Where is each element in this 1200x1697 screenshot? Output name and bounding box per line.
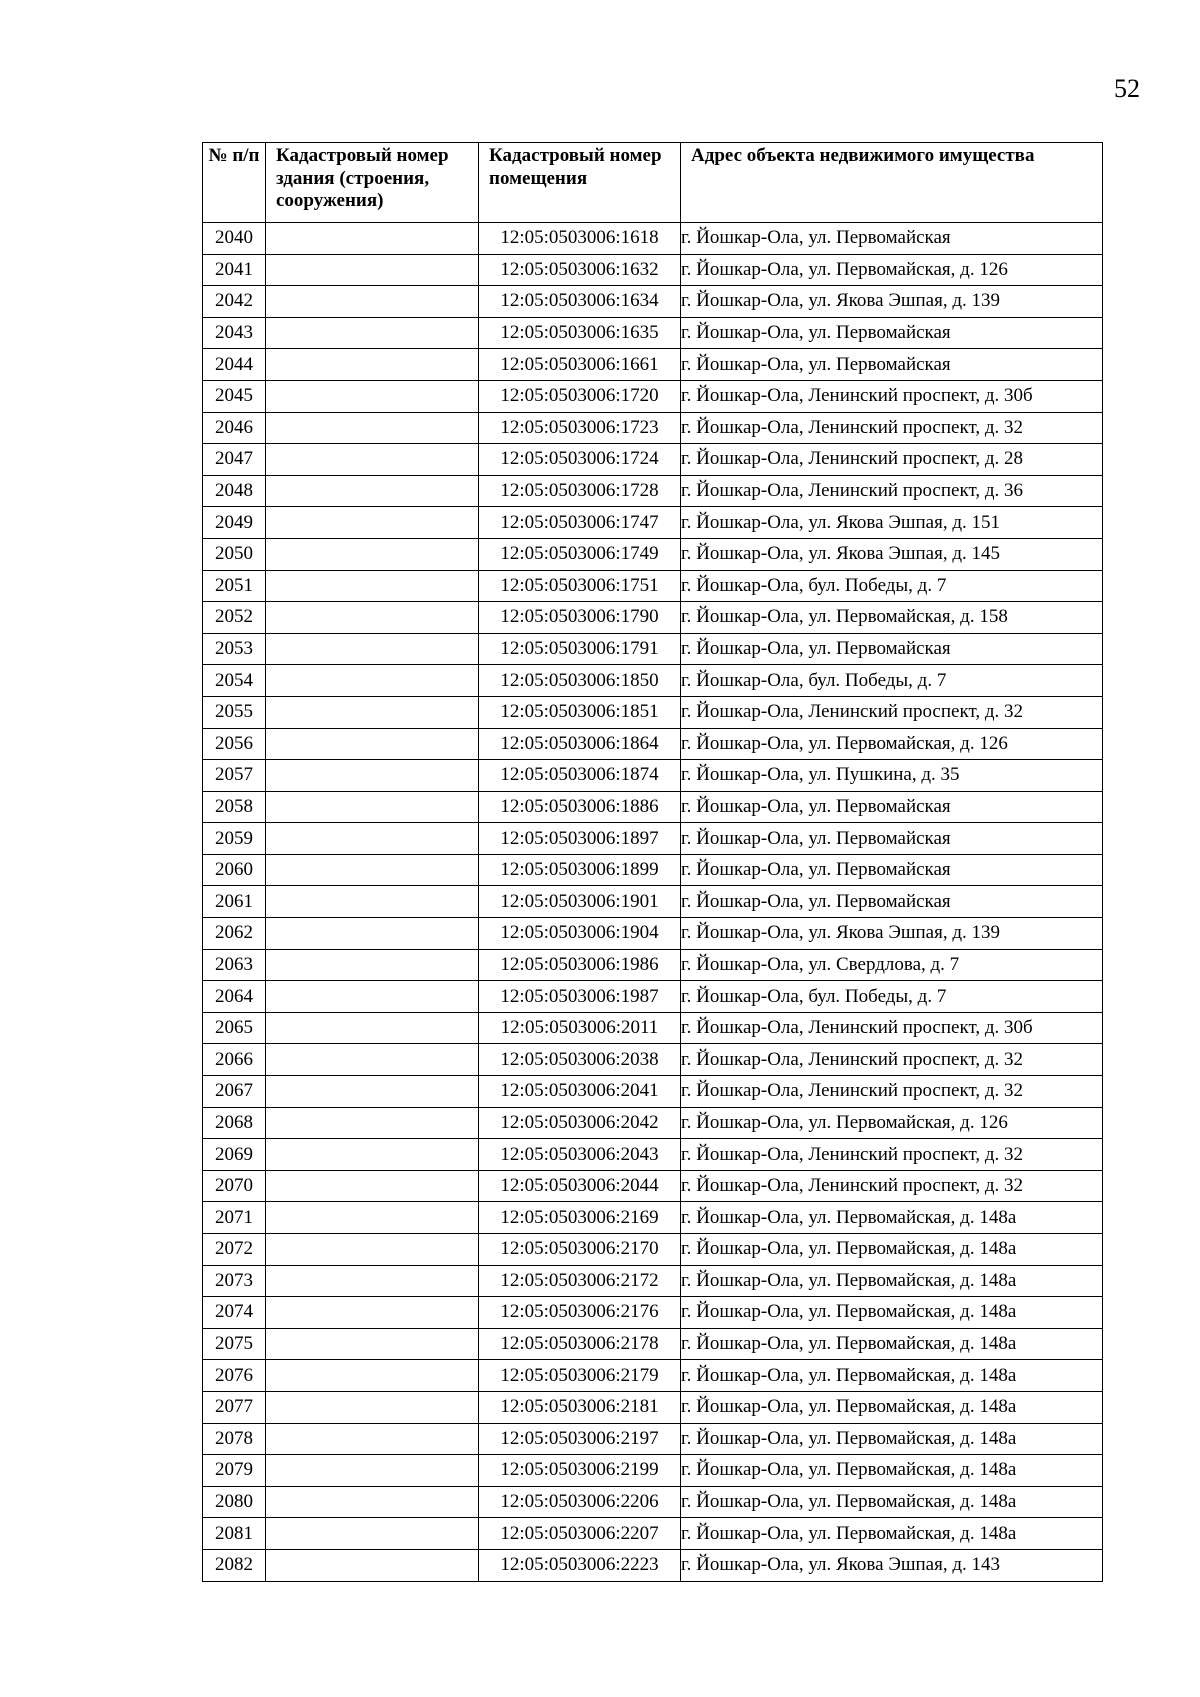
building-cadastral-number (266, 791, 479, 823)
row-number: 2055 (203, 696, 266, 728)
room-cadastral-number: 12:05:0503006:2011 (479, 1012, 681, 1044)
room-cadastral-number: 12:05:0503006:2181 (479, 1391, 681, 1423)
building-cadastral-number (266, 854, 479, 886)
building-cadastral-number (266, 1170, 479, 1202)
property-address: г. Йошкар-Ола, ул. Первомайская, д. 148а (681, 1391, 1103, 1423)
property-address: г. Йошкар-Ола, Ленинский проспект, д. 32 (681, 1170, 1103, 1202)
property-address: г. Йошкар-Ола, бул. Победы, д. 7 (681, 665, 1103, 697)
room-cadastral-number: 12:05:0503006:2176 (479, 1297, 681, 1329)
row-number: 2043 (203, 317, 266, 349)
table-row (203, 918, 1103, 950)
property-address: г. Йошкар-Ола, ул. Первомайская, д. 148а (681, 1423, 1103, 1455)
room-cadastral-number: 12:05:0503006:1661 (479, 349, 681, 381)
row-number: 2045 (203, 380, 266, 412)
property-address: г. Йошкар-Ола, ул. Первомайская, д. 148а (681, 1297, 1103, 1329)
building-cadastral-number (266, 633, 479, 665)
building-cadastral-number (266, 1202, 479, 1234)
property-registry-table (202, 142, 1103, 1582)
building-cadastral-number (266, 507, 479, 539)
table-row (203, 1170, 1103, 1202)
table-row (203, 1360, 1103, 1392)
room-cadastral-number: 12:05:0503006:1897 (479, 823, 681, 855)
room-cadastral-number: 12:05:0503006:1728 (479, 475, 681, 507)
property-address: г. Йошкар-Ола, ул. Первомайская, д. 148а (681, 1360, 1103, 1392)
room-cadastral-number: 12:05:0503006:2042 (479, 1107, 681, 1139)
room-cadastral-number: 12:05:0503006:2172 (479, 1265, 681, 1297)
building-cadastral-number (266, 1549, 479, 1581)
room-cadastral-number: 12:05:0503006:1618 (479, 223, 681, 255)
table-row (203, 949, 1103, 981)
room-cadastral-number: 12:05:0503006:2223 (479, 1549, 681, 1581)
property-address: г. Йошкар-Ола, ул. Первомайская, д. 158 (681, 602, 1103, 634)
room-cadastral-number: 12:05:0503006:1747 (479, 507, 681, 539)
property-address: г. Йошкар-Ола, ул. Первомайская, д. 126 (681, 254, 1103, 286)
room-cadastral-number: 12:05:0503006:1632 (479, 254, 681, 286)
building-cadastral-number (266, 223, 479, 255)
table-row (203, 1202, 1103, 1234)
building-cadastral-number (266, 1107, 479, 1139)
row-number: 2078 (203, 1423, 266, 1455)
building-cadastral-number (266, 538, 479, 570)
row-number: 2071 (203, 1202, 266, 1234)
room-cadastral-number: 12:05:0503006:1864 (479, 728, 681, 760)
property-address: г. Йошкар-Ола, ул. Первомайская, д. 148а (681, 1518, 1103, 1550)
row-number: 2070 (203, 1170, 266, 1202)
table-row (203, 1234, 1103, 1266)
row-number: 2077 (203, 1391, 266, 1423)
table-row (203, 728, 1103, 760)
building-cadastral-number (266, 254, 479, 286)
building-cadastral-number (266, 949, 479, 981)
row-number: 2053 (203, 633, 266, 665)
row-number: 2073 (203, 1265, 266, 1297)
room-cadastral-number: 12:05:0503006:1749 (479, 538, 681, 570)
property-address: г. Йошкар-Ола, ул. Первомайская (681, 823, 1103, 855)
property-address: г. Йошкар-Ола, Ленинский проспект, д. 30б (681, 1012, 1103, 1044)
row-number: 2060 (203, 854, 266, 886)
table-row (203, 1391, 1103, 1423)
building-cadastral-number (266, 728, 479, 760)
room-cadastral-number: 12:05:0503006:1901 (479, 886, 681, 918)
property-address: г. Йошкар-Ола, ул. Первомайская, д. 148а (681, 1234, 1103, 1266)
row-number: 2074 (203, 1297, 266, 1329)
room-cadastral-number: 12:05:0503006:1634 (479, 286, 681, 318)
table-row (203, 223, 1103, 255)
building-cadastral-number (266, 1265, 479, 1297)
row-number: 2064 (203, 981, 266, 1013)
building-cadastral-number (266, 886, 479, 918)
building-cadastral-number (266, 823, 479, 855)
building-cadastral-number (266, 1518, 479, 1550)
building-cadastral-number (266, 1360, 479, 1392)
building-cadastral-number (266, 1012, 479, 1044)
building-cadastral-number (266, 1139, 479, 1171)
room-cadastral-number: 12:05:0503006:2043 (479, 1139, 681, 1171)
table-row (203, 254, 1103, 286)
table-row (203, 349, 1103, 381)
room-cadastral-number: 12:05:0503006:1635 (479, 317, 681, 349)
room-cadastral-number: 12:05:0503006:1791 (479, 633, 681, 665)
property-address: г. Йошкар-Ола, ул. Первомайская, д. 148а (681, 1328, 1103, 1360)
property-address: г. Йошкар-Ола, ул. Якова Эшпая, д. 143 (681, 1549, 1103, 1581)
property-address: г. Йошкар-Ола, ул. Первомайская, д. 148а (681, 1486, 1103, 1518)
room-cadastral-number: 12:05:0503006:1987 (479, 981, 681, 1013)
header-address: Адрес объекта недвижимого имущества (681, 143, 1103, 223)
building-cadastral-number (266, 1423, 479, 1455)
property-address: г. Йошкар-Ола, Ленинский проспект, д. 32 (681, 1044, 1103, 1076)
property-address: г. Йошкар-Ола, ул. Первомайская, д. 126 (681, 1107, 1103, 1139)
room-cadastral-number: 12:05:0503006:1790 (479, 602, 681, 634)
table-row (203, 1265, 1103, 1297)
table-row (203, 696, 1103, 728)
building-cadastral-number (266, 1455, 479, 1487)
property-address: г. Йошкар-Ола, Ленинский проспект, д. 32 (681, 1139, 1103, 1171)
room-cadastral-number: 12:05:0503006:2179 (479, 1360, 681, 1392)
room-cadastral-number: 12:05:0503006:1751 (479, 570, 681, 602)
room-cadastral-number: 12:05:0503006:2206 (479, 1486, 681, 1518)
building-cadastral-number (266, 349, 479, 381)
property-address: г. Йошкар-Ола, ул. Пушкина, д. 35 (681, 760, 1103, 792)
table-row (203, 286, 1103, 318)
row-number: 2075 (203, 1328, 266, 1360)
property-address: г. Йошкар-Ола, ул. Якова Эшпая, д. 139 (681, 286, 1103, 318)
row-number: 2052 (203, 602, 266, 634)
table-row (203, 791, 1103, 823)
row-number: 2062 (203, 918, 266, 950)
property-address: г. Йошкар-Ола, ул. Первомайская, д. 126 (681, 728, 1103, 760)
room-cadastral-number: 12:05:0503006:2170 (479, 1234, 681, 1266)
table-row (203, 538, 1103, 570)
building-cadastral-number (266, 602, 479, 634)
property-address: г. Йошкар-Ола, ул. Первомайская, д. 148а (681, 1265, 1103, 1297)
building-cadastral-number (266, 1391, 479, 1423)
room-cadastral-number: 12:05:0503006:2038 (479, 1044, 681, 1076)
header-number: № п/п (203, 143, 266, 223)
property-address: г. Йошкар-Ола, ул. Первомайская, д. 148а (681, 1455, 1103, 1487)
building-cadastral-number (266, 317, 479, 349)
building-cadastral-number (266, 1297, 479, 1329)
row-number: 2080 (203, 1486, 266, 1518)
building-cadastral-number (266, 1234, 479, 1266)
table-row (203, 1297, 1103, 1329)
building-cadastral-number (266, 570, 479, 602)
room-cadastral-number: 12:05:0503006:2197 (479, 1423, 681, 1455)
property-address: г. Йошкар-Ола, ул. Якова Эшпая, д. 139 (681, 918, 1103, 950)
row-number: 2059 (203, 823, 266, 855)
room-cadastral-number: 12:05:0503006:2169 (479, 1202, 681, 1234)
row-number: 2056 (203, 728, 266, 760)
row-number: 2072 (203, 1234, 266, 1266)
table-row (203, 602, 1103, 634)
table-row (203, 507, 1103, 539)
property-address: г. Йошкар-Ола, ул. Свердлова, д. 7 (681, 949, 1103, 981)
row-number: 2050 (203, 538, 266, 570)
table-header-row (203, 143, 1103, 223)
property-address: г. Йошкар-Ола, ул. Первомайская (681, 223, 1103, 255)
row-number: 2063 (203, 949, 266, 981)
table-row (203, 886, 1103, 918)
row-number: 2057 (203, 760, 266, 792)
row-number: 2069 (203, 1139, 266, 1171)
row-number: 2068 (203, 1107, 266, 1139)
property-address: г. Йошкар-Ола, Ленинский проспект, д. 32 (681, 412, 1103, 444)
table-row (203, 1139, 1103, 1171)
row-number: 2079 (203, 1455, 266, 1487)
table-row (203, 665, 1103, 697)
room-cadastral-number: 12:05:0503006:1904 (479, 918, 681, 950)
table-row (203, 1486, 1103, 1518)
room-cadastral-number: 12:05:0503006:2199 (479, 1455, 681, 1487)
table-row (203, 1549, 1103, 1581)
row-number: 2048 (203, 475, 266, 507)
table-row (203, 633, 1103, 665)
property-address: г. Йошкар-Ола, ул. Первомайская (681, 886, 1103, 918)
table-row (203, 854, 1103, 886)
building-cadastral-number (266, 444, 479, 476)
building-cadastral-number (266, 760, 479, 792)
row-number: 2047 (203, 444, 266, 476)
table-row (203, 981, 1103, 1013)
property-address: г. Йошкар-Ола, ул. Первомайская, д. 148а (681, 1202, 1103, 1234)
building-cadastral-number (266, 1044, 479, 1076)
room-cadastral-number: 12:05:0503006:2041 (479, 1076, 681, 1108)
property-address: г. Йошкар-Ола, ул. Якова Эшпая, д. 145 (681, 538, 1103, 570)
table-row (203, 823, 1103, 855)
header-room-cadastral-number: Кадастровый номер помещения (479, 143, 681, 223)
room-cadastral-number: 12:05:0503006:2207 (479, 1518, 681, 1550)
row-number: 2076 (203, 1360, 266, 1392)
building-cadastral-number (266, 412, 479, 444)
room-cadastral-number: 12:05:0503006:1851 (479, 696, 681, 728)
table-row (203, 1044, 1103, 1076)
row-number: 2081 (203, 1518, 266, 1550)
table-row (203, 1518, 1103, 1550)
building-cadastral-number (266, 665, 479, 697)
page-number: 52 (1114, 74, 1140, 103)
room-cadastral-number: 12:05:0503006:1986 (479, 949, 681, 981)
table-row (203, 380, 1103, 412)
row-number: 2082 (203, 1549, 266, 1581)
table-row (203, 570, 1103, 602)
property-address: г. Йошкар-Ола, Ленинский проспект, д. 28 (681, 444, 1103, 476)
room-cadastral-number: 12:05:0503006:1886 (479, 791, 681, 823)
room-cadastral-number: 12:05:0503006:1899 (479, 854, 681, 886)
building-cadastral-number (266, 918, 479, 950)
table-row (203, 1423, 1103, 1455)
property-address: г. Йошкар-Ола, ул. Первомайская (681, 633, 1103, 665)
row-number: 2049 (203, 507, 266, 539)
building-cadastral-number (266, 1328, 479, 1360)
building-cadastral-number (266, 696, 479, 728)
room-cadastral-number: 12:05:0503006:1850 (479, 665, 681, 697)
room-cadastral-number: 12:05:0503006:1723 (479, 412, 681, 444)
row-number: 2046 (203, 412, 266, 444)
table-row (203, 1076, 1103, 1108)
building-cadastral-number (266, 286, 479, 318)
property-address: г. Йошкар-Ола, ул. Первомайская (681, 854, 1103, 886)
row-number: 2065 (203, 1012, 266, 1044)
row-number: 2058 (203, 791, 266, 823)
table-row (203, 317, 1103, 349)
building-cadastral-number (266, 1486, 479, 1518)
row-number: 2067 (203, 1076, 266, 1108)
property-address: г. Йошкар-Ола, ул. Первомайская (681, 317, 1103, 349)
property-address: г. Йошкар-Ола, Ленинский проспект, д. 30б (681, 380, 1103, 412)
table-row (203, 1328, 1103, 1360)
row-number: 2054 (203, 665, 266, 697)
property-address: г. Йошкар-Ола, ул. Первомайская (681, 791, 1103, 823)
row-number: 2051 (203, 570, 266, 602)
building-cadastral-number (266, 475, 479, 507)
property-address: г. Йошкар-Ола, бул. Победы, д. 7 (681, 981, 1103, 1013)
row-number: 2061 (203, 886, 266, 918)
header-building-cadastral-number: Кадастровый номер здания (строения, сооружения) (266, 143, 479, 223)
table-row (203, 444, 1103, 476)
table-row (203, 412, 1103, 444)
table-row (203, 760, 1103, 792)
table-row (203, 1107, 1103, 1139)
property-address: г. Йошкар-Ола, Ленинский проспект, д. 32 (681, 1076, 1103, 1108)
building-cadastral-number (266, 380, 479, 412)
table-row (203, 475, 1103, 507)
room-cadastral-number: 12:05:0503006:2044 (479, 1170, 681, 1202)
property-address: г. Йошкар-Ола, ул. Первомайская (681, 349, 1103, 381)
building-cadastral-number (266, 981, 479, 1013)
room-cadastral-number: 12:05:0503006:1720 (479, 380, 681, 412)
table-row (203, 1012, 1103, 1044)
property-address: г. Йошкар-Ола, Ленинский проспект, д. 36 (681, 475, 1103, 507)
row-number: 2066 (203, 1044, 266, 1076)
property-address: г. Йошкар-Ола, бул. Победы, д. 7 (681, 570, 1103, 602)
row-number: 2041 (203, 254, 266, 286)
property-address: г. Йошкар-Ола, ул. Якова Эшпая, д. 151 (681, 507, 1103, 539)
room-cadastral-number: 12:05:0503006:1874 (479, 760, 681, 792)
table-row (203, 1455, 1103, 1487)
row-number: 2042 (203, 286, 266, 318)
room-cadastral-number: 12:05:0503006:1724 (479, 444, 681, 476)
room-cadastral-number: 12:05:0503006:2178 (479, 1328, 681, 1360)
row-number: 2040 (203, 223, 266, 255)
property-address: г. Йошкар-Ола, Ленинский проспект, д. 32 (681, 696, 1103, 728)
building-cadastral-number (266, 1076, 479, 1108)
row-number: 2044 (203, 349, 266, 381)
